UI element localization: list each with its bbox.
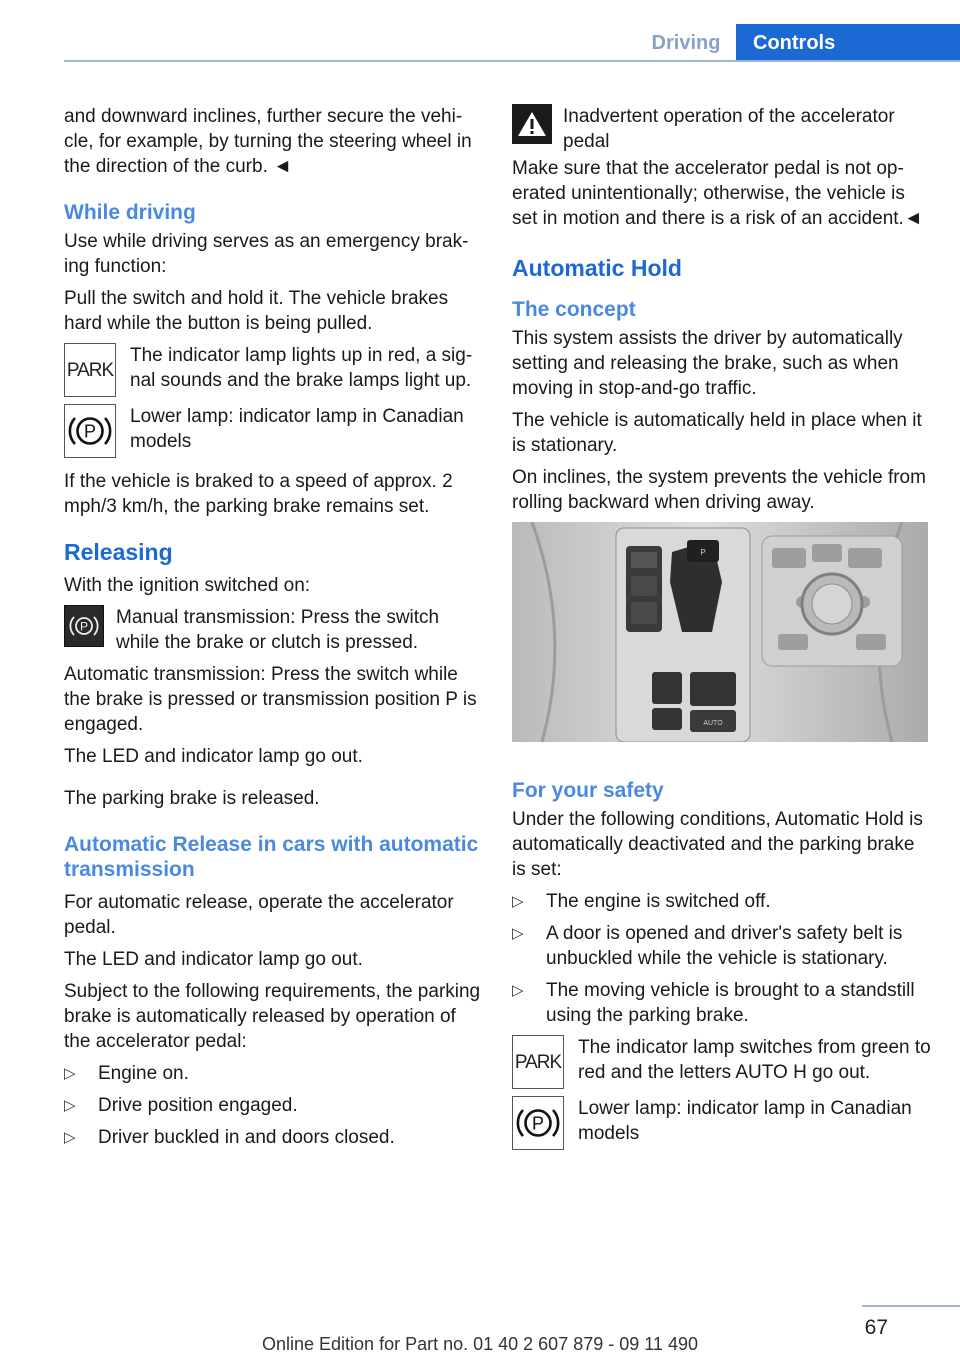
svg-text:P: P xyxy=(79,619,89,634)
p-indicator-text: Lower lamp: indicator lamp in Canadian models xyxy=(130,406,464,452)
released-paragraph: The parking brake is released. xyxy=(64,788,320,809)
svg-text:P: P xyxy=(83,421,97,442)
list-item: ▷ A door is opened and driver's safety belt is unbuckled while the vehicle is stationary. xyxy=(512,921,932,971)
warning-row xyxy=(512,104,932,154)
edition-footer: Online Edition for Part no. 01 40 2 607 879 - 09 11 490 xyxy=(262,1334,698,1354)
footer-rule xyxy=(862,1305,960,1307)
left-column xyxy=(64,104,482,1157)
ignition-paragraph: With the ignition switched on: xyxy=(64,575,311,596)
list-item: ▷ Drive position engaged. xyxy=(64,1093,482,1118)
park-indicator-text: The indicator lamp switches from green to red and the letters AUTO H go out. xyxy=(578,1037,931,1083)
park-indicator-row-2 xyxy=(512,1035,932,1089)
p-indicator-row-2 xyxy=(512,1096,932,1150)
releasing-heading: Releasing xyxy=(64,539,173,565)
automatic-transmission-paragraph: Automatic transmission: Press the switch while the brake is pressed or transmission position P is engaged. xyxy=(64,664,477,735)
safety-heading: For your safety xyxy=(512,779,664,802)
park-indicator-text: The indicator lamp lights up in red, a signal sounds and the brake lamps light up. xyxy=(130,345,473,391)
intro-paragraph: and downward inclines, further secure the vehicle, for example, by turning the steering wheel in the direction of the curb. ◄ xyxy=(64,106,472,177)
park-indicator-icon: PARK xyxy=(64,343,116,397)
list-item: ▷ The moving vehicle is brought to a standstill using the parking brake. xyxy=(512,978,932,1028)
tab-controls: Controls xyxy=(736,24,960,62)
concept-paragraph-2: The vehicle is automatically held in place when it is stationary. xyxy=(512,410,922,456)
switch-row xyxy=(64,605,482,655)
parking-brake-p-icon xyxy=(64,404,116,458)
right-column xyxy=(512,104,932,1157)
parking-brake-switch-icon xyxy=(64,605,104,647)
while-driving-paragraph-2: Pull the switch and hold it. The vehicle brakes hard while the button is being pulled. xyxy=(64,288,449,334)
svg-text:AUTO: AUTO xyxy=(703,720,723,727)
list-item: ▷ The engine is switched off. xyxy=(512,889,932,914)
concept-paragraph-3: On inclines, the system prevents the vehicle from rolling backward when driving away. xyxy=(512,467,926,513)
auto-release-heading: Automatic Release in cars with automatic transmission xyxy=(64,833,479,881)
list-item: ▷ Driver buckled in and doors closed. xyxy=(64,1125,482,1150)
warning-triangle-icon xyxy=(512,104,552,144)
svg-text:P: P xyxy=(531,1113,545,1134)
safety-paragraph: Under the following conditions, Automatic Hold is automatically deactivated and the parking brake is set: xyxy=(512,809,923,880)
p-indicator-row xyxy=(64,404,482,458)
park-indicator-row xyxy=(64,343,482,397)
led-paragraph-2: The LED and indicator lamp go out. xyxy=(64,949,363,970)
requirements-paragraph: Subject to the following requirements, the parking brake is automatically released by operation of the accelerator pedal: xyxy=(64,981,481,1052)
svg-text:P: P xyxy=(700,548,706,557)
automatic-hold-heading: Automatic Hold xyxy=(512,255,682,281)
concept-paragraph-1: This system assists the driver by automatically setting and releasing the brake, such as when moving in stop-and-go traffic. xyxy=(512,328,903,399)
tab-driving: Driving xyxy=(651,32,721,54)
page-number: 67 xyxy=(864,1316,888,1339)
p-indicator-text: Lower lamp: indicator lamp in Canadian models xyxy=(578,1098,912,1144)
while-driving-heading: While driving xyxy=(64,201,196,224)
parking-brake-p-icon xyxy=(512,1096,564,1150)
switch-text: Manual transmission: Press the switch while the brake or clutch is pressed. xyxy=(116,607,440,653)
warning-title: Inadvertent operation of the accelerator pedal xyxy=(563,106,895,152)
auto-release-paragraph: For automatic release, operate the accelerator pedal. xyxy=(64,892,454,938)
center-console-photo xyxy=(512,522,928,742)
park-indicator-icon: PARK xyxy=(512,1035,564,1089)
requirements-list xyxy=(64,1061,482,1150)
led-paragraph: The LED and indicator lamp go out. xyxy=(64,746,363,767)
while-driving-paragraph-1: Use while driving serves as an emergency braking function: xyxy=(64,231,469,277)
list-item: ▷ Engine on. xyxy=(64,1061,482,1086)
safety-list xyxy=(512,889,932,1028)
warning-text: Make sure that the accelerator pedal is not operated unintentionally; otherwise, the vehicle is set in motion and there is a risk of an accident.◄ xyxy=(512,158,923,229)
braked-paragraph: If the vehicle is braked to a speed of approx. 2 mph/3 km/h, the parking brake remains set. xyxy=(64,471,453,517)
concept-heading: The concept xyxy=(512,298,636,321)
header-rule xyxy=(64,60,960,62)
